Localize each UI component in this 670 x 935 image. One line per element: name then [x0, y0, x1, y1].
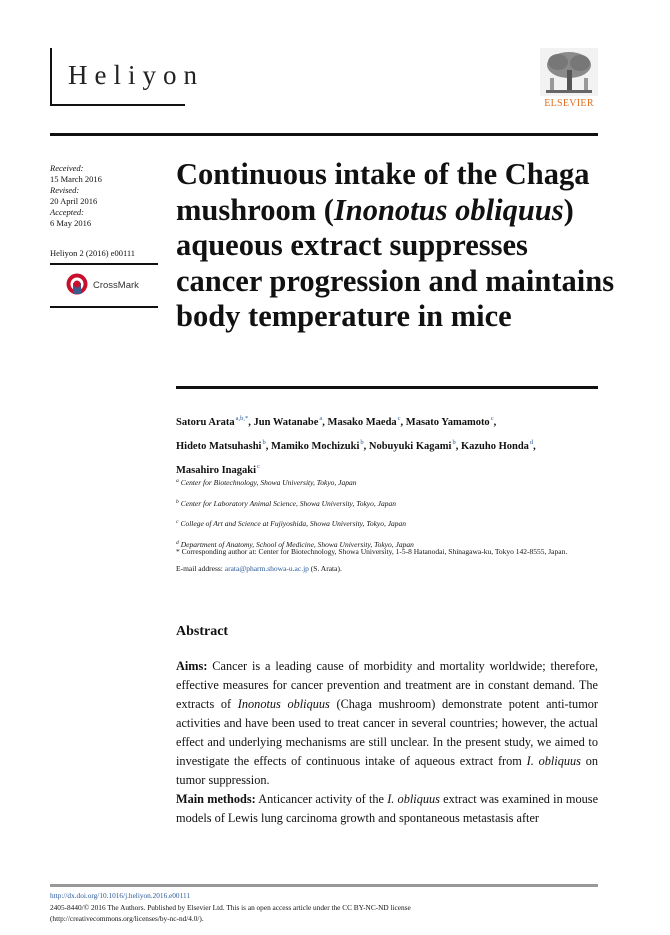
- footer: [50, 890, 598, 925]
- aims-species: Inonotus obliquus: [237, 697, 330, 711]
- author-name: Mamiko Mochizuki: [270, 441, 360, 452]
- revised-date: 20 April 2016: [50, 196, 98, 207]
- title-part-1: Continuous intake of the Chaga mushroom (: [176, 157, 590, 227]
- affiliation-key: b: [176, 498, 179, 505]
- aims-text-2: (Chaga mushroom) demonstrate potent anti-tumor activities and have been used to treat cancer in several countries; however, the actual effect and underlying mechanisms are still unclear. In the present study, we aimed to investigate the effects of continuous intake of aqueous extract from: [176, 697, 599, 768]
- received-label: Received:: [50, 163, 84, 173]
- crossmark-button[interactable]: [66, 271, 150, 301]
- article-title: [176, 157, 616, 335]
- abstract-aims: [176, 657, 598, 790]
- affiliation-key: c: [176, 519, 179, 525]
- author-name: Satoru Arata: [176, 417, 235, 428]
- author-affil[interactable]: d: [529, 439, 534, 446]
- header-rule: [50, 133, 598, 136]
- sidebar-rule-bottom: [50, 306, 158, 308]
- author-name: Masahiro Inagaki: [176, 465, 257, 476]
- methods-species: I. obliquus: [387, 792, 440, 806]
- license-text: 2405-8440/© 2016 The Authors. Published by Elsevier Ltd. This is an open access article under the CC BY-NC-ND license: [50, 902, 411, 912]
- affiliation-item: [176, 513, 606, 534]
- abstract-methods: [176, 790, 598, 828]
- affiliation-key: a: [176, 478, 179, 484]
- author-affil[interactable]: b: [360, 439, 364, 446]
- author-name: Jun Watanabe: [253, 417, 319, 428]
- author-list: Satoru Arata$^{a,b,*}$, Jun Watanabe$^a$, Masako Maeda$^c$, Masato Yamamoto$^c$, Hideto Matsuhashi$^b$, Mamiko Mochizuki$^b$, Nobuyuki Kagami$^b$, Kazuho Honda$^d$, Masahiro Inagaki$^c$: [176, 415, 536, 476]
- author-name: Hideto Matsuhashi: [176, 441, 262, 452]
- author-affil[interactable]: c: [397, 415, 401, 422]
- email-line: [176, 561, 598, 578]
- author-affil[interactable]: a: [319, 415, 323, 422]
- article-history: [50, 163, 158, 229]
- email-link[interactable]: arata@pharm.showa-u.ac.jp: [224, 563, 309, 573]
- crossmark-label: CrossMark: [93, 280, 139, 291]
- affiliation-item: [176, 472, 606, 493]
- affiliation-text: Center for Laboratory Animal Science, Showa University, Tokyo, Japan: [180, 498, 396, 508]
- author-name: Nobuyuki Kagami: [368, 441, 452, 452]
- author-affil[interactable]: a,b,*: [235, 415, 249, 422]
- author-affil[interactable]: c: [490, 415, 494, 422]
- author-affil[interactable]: b: [452, 439, 456, 446]
- journal-name: Heliyon: [68, 60, 204, 90]
- author-name: Kazuho Honda: [460, 441, 529, 452]
- citation: Heliyon 2 (2016) e00111: [50, 248, 136, 258]
- email-label: E-mail address:: [176, 563, 223, 573]
- author-name: Masato Yamamoto: [405, 417, 490, 428]
- elsevier-wordmark: ELSEVIER: [544, 98, 594, 109]
- methods-text-1: Anticancer activity of the: [258, 792, 384, 806]
- received-date: 15 March 2016: [50, 174, 102, 185]
- corresponding-address: * Corresponding author at: Center for Biotechnology, Showa University, 1-5-8 Hatanodai, Shinagawa-ku, Tokyo 142-8555, Japan.: [176, 547, 568, 556]
- author-affil[interactable]: b: [262, 439, 266, 446]
- aims-label: Aims:: [176, 659, 208, 673]
- abstract-heading: Abstract: [176, 624, 229, 639]
- title-rule: [176, 386, 598, 389]
- title-species: Inonotus obliquus: [333, 192, 564, 227]
- aims-species-short: I. obliquus: [526, 754, 581, 768]
- aims-text-3: on tumor suppression.: [176, 754, 598, 787]
- email-suffix: (S. Arata).: [310, 563, 342, 573]
- doi-link[interactable]: http://dx.doi.org/10.1016/j.heliyon.2016.e00111: [50, 891, 190, 900]
- abstract-body: [176, 657, 598, 828]
- revised-label: Revised:: [50, 185, 80, 196]
- methods-text-2: extract was examined in mouse models of Lewis lung carcinoma growth and spontaneous metastasis after: [176, 792, 599, 825]
- corresponding-author: [176, 544, 598, 577]
- methods-label: Main methods:: [176, 792, 256, 806]
- author-name: Masako Maeda: [327, 417, 397, 428]
- license-url[interactable]: (http://creativecommons.org/licenses/by-nc-nd/4.0/).: [50, 914, 204, 923]
- title-part-2: ) aqueous extract suppresses cancer progression and maintains body temperature in mice: [176, 192, 615, 333]
- accepted-label: Accepted:: [50, 207, 84, 218]
- accepted-date: 6 May 2016: [50, 218, 92, 229]
- affiliation-item: [176, 493, 606, 514]
- author-affil[interactable]: c: [257, 463, 260, 470]
- affiliation-text: College of Art and Science at Fujiyoshida, Showa University, Tokyo, Japan: [180, 519, 407, 528]
- affiliation-list: [176, 472, 606, 554]
- footer-rule: [50, 884, 598, 887]
- crossmark-icon: [66, 273, 88, 295]
- affiliation-text: Center for Biotechnology, Showa University, Tokyo, Japan: [180, 478, 357, 487]
- affiliation-key: d: [176, 539, 179, 546]
- affiliation-text: Department of Anatomy, School of Medicine, Showa University, Tokyo, Japan: [180, 539, 414, 549]
- aims-text-1: Cancer is a leading cause of morbidity and mortality worldwide; therefore, effective measures for cancer prevention and treatment are in constant demand. The extracts of: [176, 659, 598, 711]
- sidebar-rule-top: [50, 263, 158, 265]
